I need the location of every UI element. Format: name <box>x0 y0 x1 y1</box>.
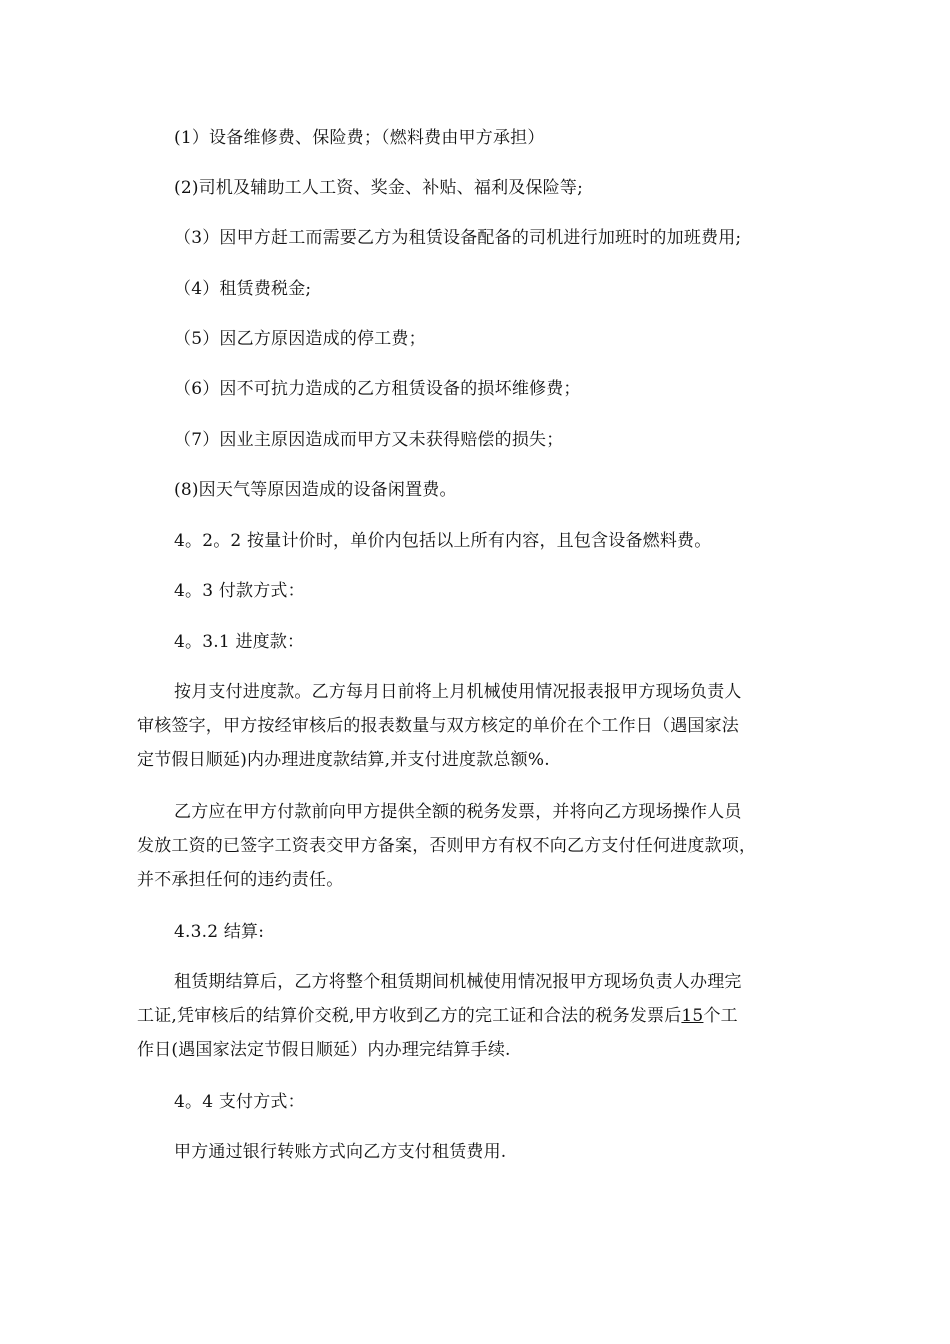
settlement-paragraph-line: 租赁期结算后，乙方将整个租赁期间机械使用情况报甲方现场负责人办理完 <box>174 972 742 992</box>
list-item: (2)司机及辅助工人工资、奖金、补贴、福利及保险等; <box>174 178 584 198</box>
list-item: (1）设备维修费、保险费；（燃料费由甲方承担） <box>174 128 545 148</box>
clause-4-4-heading: 4。4 支付方式： <box>174 1092 305 1112</box>
progress-paragraph-2-line: 并不承担任何的违约责任。 <box>137 870 344 890</box>
settlement-days-value: 15 <box>681 1006 704 1026</box>
clause-4-3-heading: 4。3 付款方式： <box>174 581 305 601</box>
clause-4-3-2-heading: 4.3.2 结算: <box>174 922 265 942</box>
progress-paragraph-2-line: 发放工资的已签字工资表交甲方备案，否则甲方有权不向乙方支付任何进度款项， <box>137 836 757 856</box>
settlement-text: 工证,凭审核后的结算价交税,甲方收到乙方的完工证和合法的税务发票后 <box>137 1006 682 1026</box>
list-item: （7）因业主原因造成而甲方又未获得赔偿的损失； <box>174 430 564 450</box>
clause-4-3-1-heading: 4。3.1 进度款： <box>174 632 305 652</box>
list-item: （3）因甲方赶工而需要乙方为租赁设备配备的司机进行加班时的加班费用; <box>174 228 742 248</box>
settlement-paragraph-line: 作日(遇国家法定节假日顺延）内办理完结算手续. <box>137 1040 511 1060</box>
progress-paragraph-1-line: 按月支付进度款。乙方每月日前将上月机械使用情况报表报甲方现场负责人 <box>174 682 742 702</box>
list-item: （5）因乙方原因造成的停工费； <box>174 329 426 349</box>
settlement-text: 个工 <box>703 1006 738 1026</box>
clause-4-2-2: 4。2。2 按量计价时，单价内包括以上所有内容，且包含设备燃料费。 <box>174 531 712 551</box>
progress-paragraph-1-line: 定节假日顺延)内办理进度款结算,并支付进度款总额%. <box>137 750 550 770</box>
list-item: (8)因天气等原因造成的设备闲置费。 <box>174 480 457 500</box>
progress-paragraph-2-line: 乙方应在甲方付款前向甲方提供全额的税务发票，并将向乙方现场操作人员 <box>174 802 742 822</box>
payment-paragraph: 甲方通过银行转账方式向乙方支付租赁费用. <box>174 1142 507 1162</box>
list-item: （4）租赁费税金; <box>174 279 312 299</box>
progress-paragraph-1-line: 审核签字，甲方按经审核后的报表数量与双方核定的单价在个工作日（遇国家法 <box>137 716 739 736</box>
list-item: （6）因不可抗力造成的乙方租赁设备的损坏维修费； <box>174 379 581 399</box>
settlement-paragraph-line <box>137 1004 738 1028</box>
